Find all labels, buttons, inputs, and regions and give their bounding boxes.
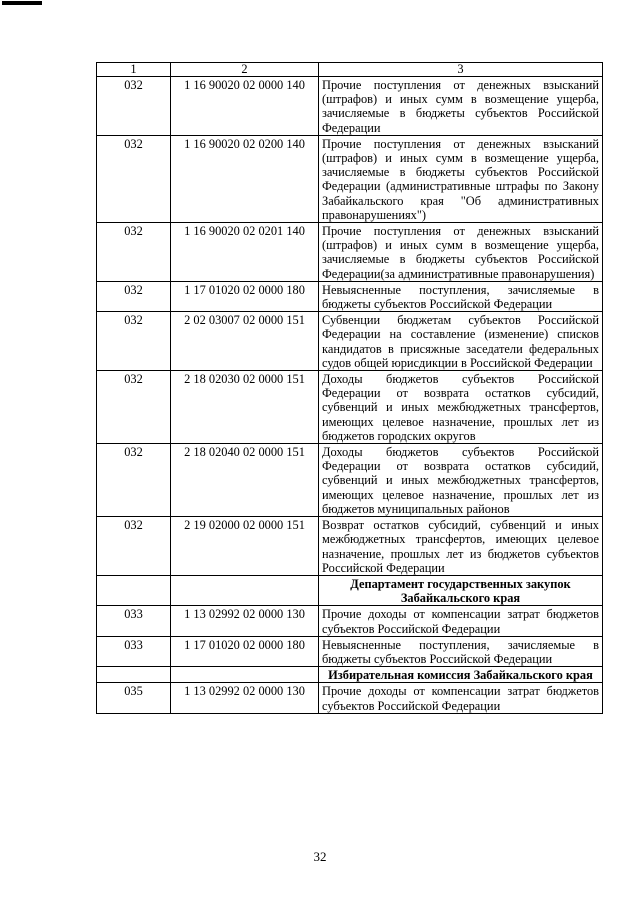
- admin-code-cell: 032: [97, 312, 171, 371]
- budget-code-cell: [171, 667, 319, 683]
- budget-code-cell: 1 13 02992 02 0000 130: [171, 606, 319, 636]
- page-number: 32: [313, 849, 327, 864]
- description-cell: Доходы бюджетов субъектов Российской Федерации от возврата остатков субсидий, субвенций и иных межбюджетных трансфертов, имеющих целевое назначение, прошлых лет из бюджетов муниципальных районов: [319, 444, 603, 517]
- budget-code-cell: 1 13 02992 02 0000 130: [171, 683, 319, 713]
- table-row: [97, 281, 603, 311]
- description-cell: Прочие поступления от денежных взысканий (штрафов) и иных сумм в возмещение ущерба, зачисляемые в бюджеты субъектов Российской Федерации (административные штрафы по Закону Забайкальского края "Об административных правонарушениях"): [319, 135, 603, 222]
- budget-code-cell: 1 16 90020 02 0200 140: [171, 135, 319, 222]
- admin-code-cell: 032: [97, 135, 171, 222]
- admin-code-cell: 032: [97, 223, 171, 282]
- table-row: [97, 135, 603, 222]
- header-col-1: 1: [97, 63, 171, 77]
- section-header-row: [97, 575, 603, 605]
- table-row: [97, 371, 603, 444]
- admin-code-cell: [97, 575, 171, 605]
- revenue-codes-table: [96, 62, 603, 714]
- table-row: [97, 636, 603, 666]
- admin-code-cell: [97, 667, 171, 683]
- admin-code-cell: 032: [97, 444, 171, 517]
- budget-code-cell: 1 17 01020 02 0000 180: [171, 636, 319, 666]
- description-cell: Невыясненные поступления, зачисляемые в бюджеты субъектов Российской Федерации: [319, 281, 603, 311]
- table-row: [97, 683, 603, 713]
- budget-code-cell: 2 18 02040 02 0000 151: [171, 444, 319, 517]
- section-header-row: [97, 667, 603, 683]
- budget-code-cell: 1 17 01020 02 0000 180: [171, 281, 319, 311]
- header-col-2: 2: [171, 63, 319, 77]
- admin-code-cell: 032: [97, 371, 171, 444]
- budget-code-cell: 2 02 03007 02 0000 151: [171, 312, 319, 371]
- corner-mark: [2, 1, 42, 5]
- admin-code-cell: 032: [97, 517, 171, 576]
- description-cell: Департамент государственных закупок Забайкальского края: [319, 575, 603, 605]
- table-row: [97, 77, 603, 136]
- description-cell: Прочие поступления от денежных взысканий (штрафов) и иных сумм в возмещение ущерба, зачисляемые в бюджеты субъектов Российской Федерации: [319, 77, 603, 136]
- budget-code-cell: 2 19 02000 02 0000 151: [171, 517, 319, 576]
- admin-code-cell: 032: [97, 77, 171, 136]
- description-cell: Прочие доходы от компенсации затрат бюджетов субъектов Российской Федерации: [319, 606, 603, 636]
- description-cell: Избирательная комиссия Забайкальского края: [319, 667, 603, 683]
- admin-code-cell: 033: [97, 636, 171, 666]
- budget-code-cell: [171, 575, 319, 605]
- description-cell: Субвенции бюджетам субъектов Российской Федерации на составление (изменение) списков кандидатов в присяжные заседатели федеральных судов общей юрисдикции в Российской Федерации: [319, 312, 603, 371]
- description-cell: Невыясненные поступления, зачисляемые в бюджеты субъектов Российской Федерации: [319, 636, 603, 666]
- table-header-row: [97, 63, 603, 77]
- description-cell: Прочие поступления от денежных взысканий (штрафов) и иных сумм в возмещение ущерба, зачисляемые в бюджеты субъектов Российской Федерации(за административные правонарушения): [319, 223, 603, 282]
- budget-code-cell: 1 16 90020 02 0000 140: [171, 77, 319, 136]
- admin-code-cell: 035: [97, 683, 171, 713]
- header-col-3: 3: [319, 63, 603, 77]
- budget-code-cell: 1 16 90020 02 0201 140: [171, 223, 319, 282]
- admin-code-cell: 033: [97, 606, 171, 636]
- budget-code-cell: 2 18 02030 02 0000 151: [171, 371, 319, 444]
- table-row: [97, 444, 603, 517]
- table-row: [97, 517, 603, 576]
- admin-code-cell: 032: [97, 281, 171, 311]
- table-row: [97, 606, 603, 636]
- table-row: [97, 223, 603, 282]
- table-row: [97, 312, 603, 371]
- description-cell: Возврат остатков субсидий, субвенций и иных межбюджетных трансфертов, имеющих целевое назначение, прошлых лет из бюджетов субъектов Российской Федерации: [319, 517, 603, 576]
- description-cell: Доходы бюджетов субъектов Российской Федерации от возврата остатков субсидий, субвенций и иных межбюджетных трансфертов, имеющих целевое назначение, прошлых лет из бюджетов городских округов: [319, 371, 603, 444]
- description-cell: Прочие доходы от компенсации затрат бюджетов субъектов Российской Федерации: [319, 683, 603, 713]
